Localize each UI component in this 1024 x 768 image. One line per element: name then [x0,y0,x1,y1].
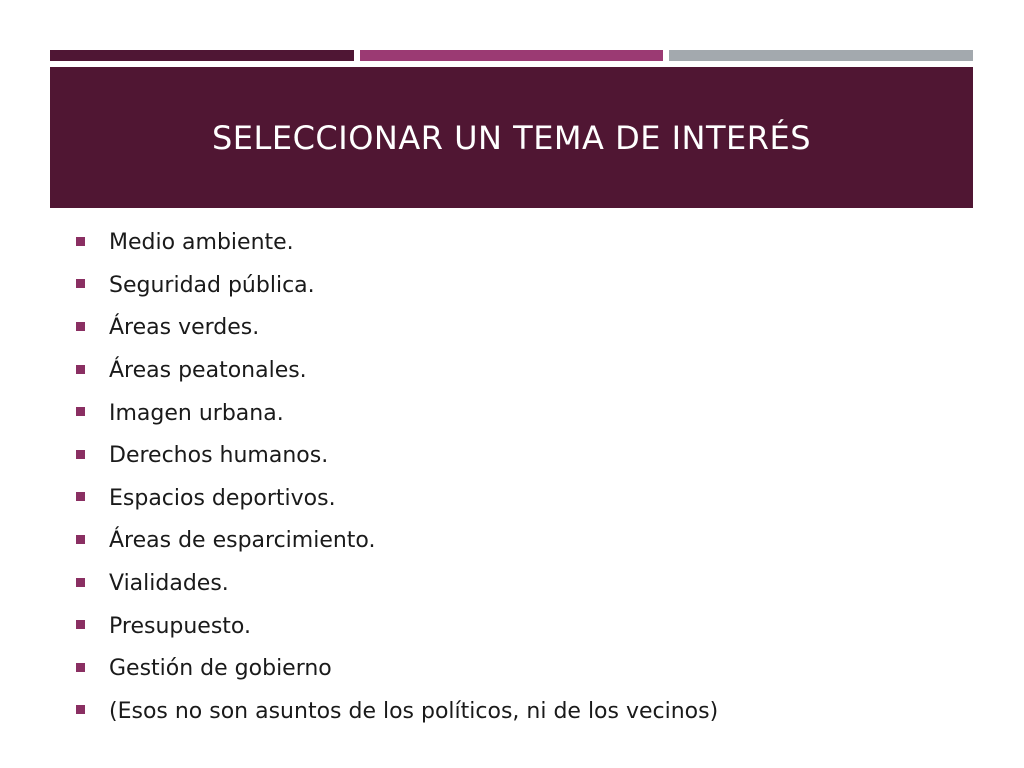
square-bullet-icon [76,450,85,459]
square-bullet-icon [76,620,85,629]
square-bullet-icon [76,279,85,288]
square-bullet-icon [76,407,85,416]
top-bar-magenta [360,50,664,61]
list-item-label: Áreas de esparcimiento. [109,528,376,554]
list-item-label: Presupuesto. [109,613,251,639]
list-item-label: Derechos humanos. [109,443,329,469]
list-item-label: Gestión de gobierno [109,656,332,682]
list-item [76,307,956,350]
topic-list [76,222,956,733]
top-bar-dark [50,50,354,61]
list-item [76,350,956,393]
square-bullet-icon [76,578,85,587]
square-bullet-icon [76,365,85,374]
list-item-label: (Esos no son asuntos de los políticos, ni de los vecinos) [109,698,719,724]
list-item [76,265,956,308]
list-item [76,392,956,435]
square-bullet-icon [76,535,85,544]
list-item [76,222,956,265]
list-item-label: Seguridad pública. [109,272,315,298]
list-item-label: Áreas peatonales. [109,358,307,384]
list-item [76,520,956,563]
list-item [76,563,956,606]
list-item-label: Espacios deportivos. [109,485,336,511]
list-item [76,648,956,691]
slide-title: SELECCIONAR UN TEMA DE INTERÉS [211,118,812,157]
decorative-top-bars [50,50,973,61]
list-item-label: Vialidades. [109,571,229,597]
list-item-label: Imagen urbana. [109,400,284,426]
square-bullet-icon [76,663,85,672]
square-bullet-icon [76,492,85,501]
list-item [76,691,956,734]
list-item-label: Áreas verdes. [109,315,260,341]
top-bar-gray [669,50,973,61]
list-item-label: Medio ambiente. [109,230,294,256]
list-item [76,478,956,521]
list-item [76,435,956,478]
list-item [76,605,956,648]
square-bullet-icon [76,237,85,246]
square-bullet-icon [76,322,85,331]
square-bullet-icon [76,705,85,714]
title-band [50,67,973,208]
